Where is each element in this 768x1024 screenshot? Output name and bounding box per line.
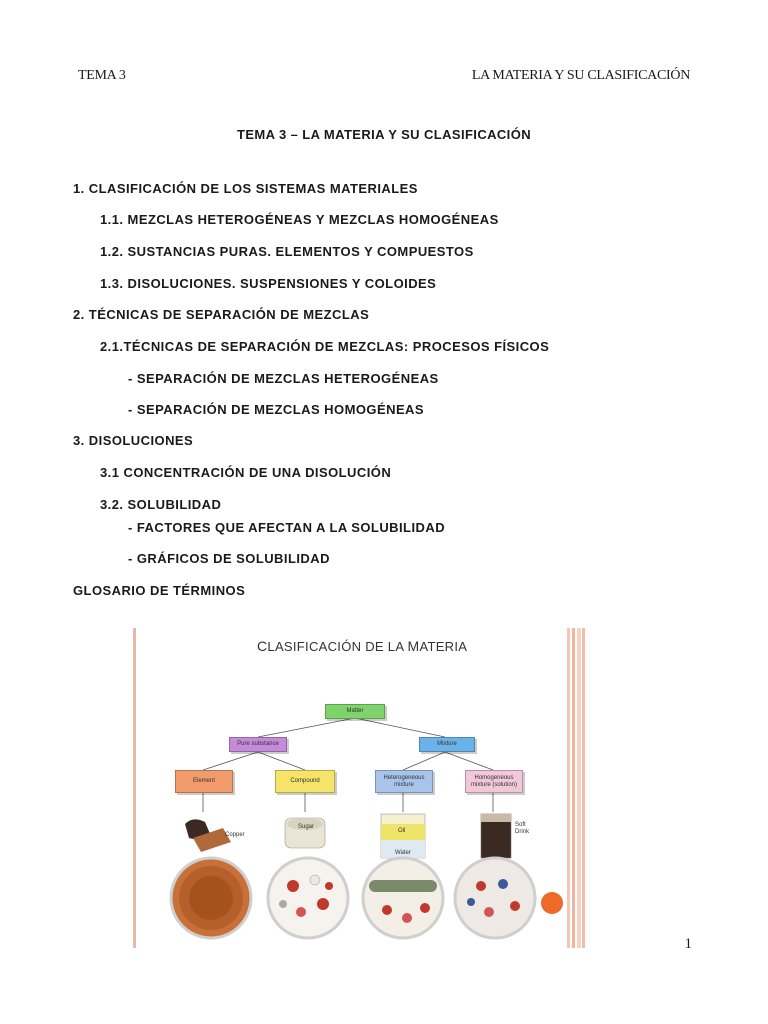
figure-title-part: LASIFICACIÓN DE LA: [267, 639, 408, 654]
toc-item: 1.3. DISOLUCIONES. SUSPENSIONES Y COLOIDES: [100, 276, 437, 291]
node-heterogeneous-mixture: Heterogeneous mixture: [375, 770, 433, 793]
label-copper: Copper: [225, 832, 245, 838]
document-title: TEMA 3 – LA MATERIA Y SU CLASIFICACIÓN: [237, 127, 531, 142]
toc-item: 3. DISOLUCIONES: [73, 433, 194, 448]
toc-item: 1.2. SUSTANCIAS PURAS. ELEMENTOS Y COMPUESTOS: [100, 244, 474, 259]
node-element: Element: [175, 770, 233, 793]
node-homogeneous-mixture: Homogeneous mixture (solution): [465, 770, 523, 793]
toc-item: - SEPARACIÓN DE MEZCLAS HETEROGÉNEAS: [128, 371, 439, 386]
classification-figure: [133, 628, 585, 948]
label-oil: Oil: [398, 828, 406, 834]
running-header-left: TEMA 3: [78, 68, 126, 83]
heterogeneous-circle: [363, 858, 443, 938]
toc-item: - GRÁFICOS DE SOLUBILIDAD: [128, 551, 330, 566]
compound-circle: [268, 858, 348, 938]
element-circle: [171, 858, 251, 938]
toc-item: 2.1.TÉCNICAS DE SEPARACIÓN DE MEZCLAS: PROCESOS FÍSICOS: [100, 339, 550, 354]
page-number: 1: [684, 936, 692, 952]
label-water: Water: [395, 850, 411, 856]
toc-item: - FACTORES QUE AFECTAN A LA SOLUBILIDAD: [128, 520, 446, 535]
toc-item: - SEPARACIÓN DE MEZCLAS HOMOGÉNEAS: [128, 402, 425, 417]
toc-item: 3.2. SOLUBILIDAD: [100, 497, 222, 512]
toc-item: 3.1 CONCENTRACIÓN DE UNA DISOLUCIÓN: [100, 465, 392, 480]
sugar-beaker: [285, 818, 325, 848]
node-compound: Compound: [275, 770, 335, 793]
toc-item: 2. TÉCNICAS DE SEPARACIÓN DE MEZCLAS: [73, 307, 370, 322]
label-sugar: Sugar: [298, 824, 315, 830]
node-matter: Matter: [325, 704, 385, 719]
node-pure-substance: Pure substance: [229, 737, 287, 752]
node-mixture: Mixture: [419, 737, 475, 752]
figure-title-end: ATERIA: [419, 639, 468, 654]
running-header-right: LA MATERIA Y SU CLASIFICACIÓN: [471, 68, 690, 83]
toc-item: GLOSARIO DE TÉRMINOS: [73, 583, 246, 598]
soft-drink-beaker: [481, 814, 511, 858]
label-soft-drink: Soft Drink: [515, 822, 530, 835]
figure-title-initial-m: M: [407, 638, 420, 654]
toc-item: 1.1. MEZCLAS HETEROGÉNEAS Y MEZCLAS HOMOGÉNEAS: [100, 212, 499, 227]
toc-item: 1. CLASIFICACIÓN DE LOS SISTEMAS MATERIALES: [73, 181, 418, 196]
figure-title-initial: C: [257, 638, 268, 654]
homogeneous-circle: [455, 858, 535, 938]
